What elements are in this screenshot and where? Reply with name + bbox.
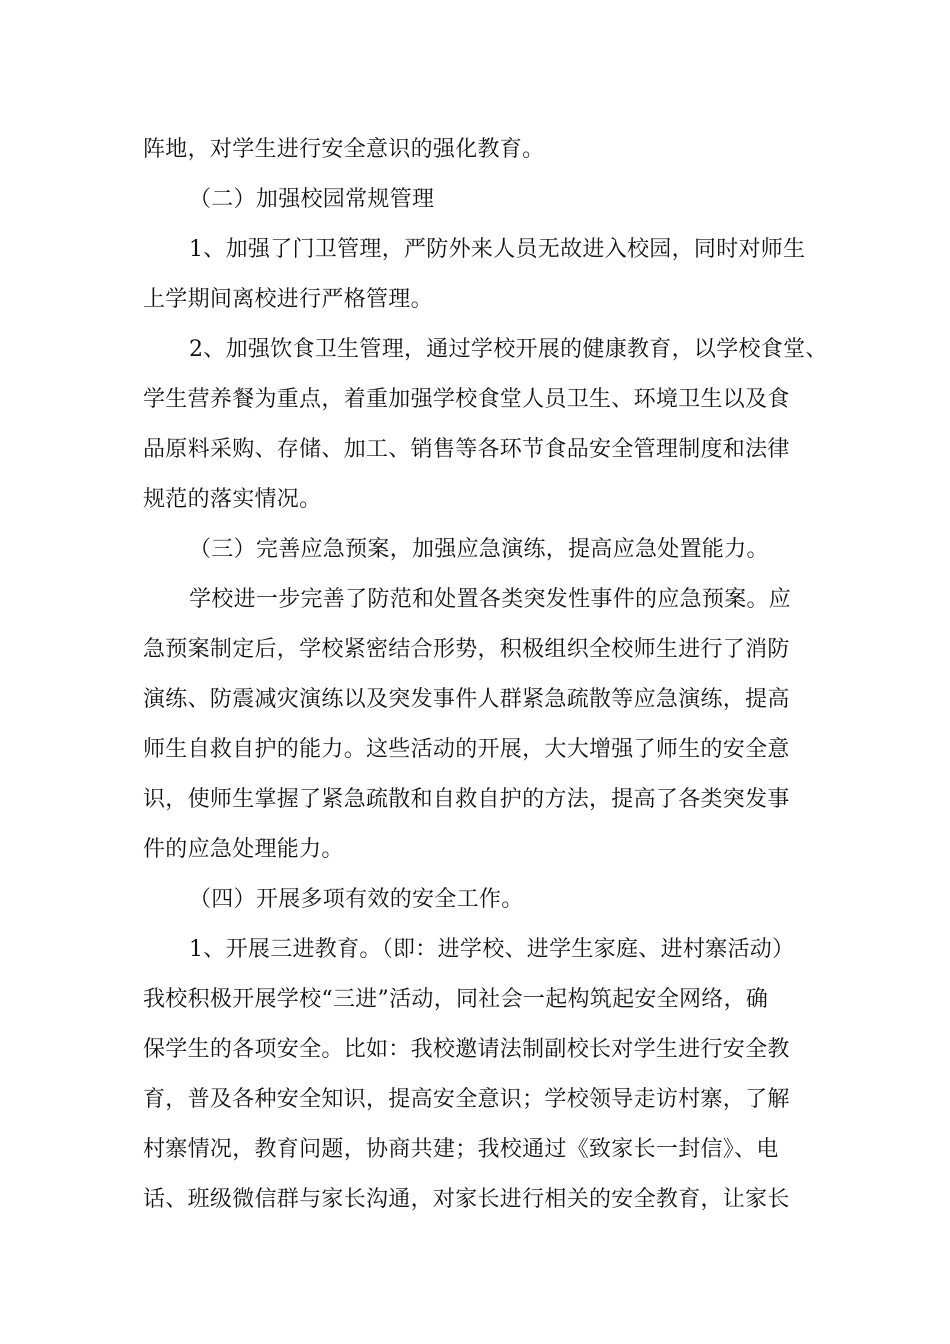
text-line: 我校积极开展学校“三进”活动，同社会一起构筑起安全网络，确 (143, 987, 769, 1012)
text-line: 1、开展三进教育。（即：进学校、进学生家庭、进村寨活动） (189, 937, 795, 962)
text-line: 演练、防震减灾演练以及突发事件人群紧急疏散等应急演练，提高 (143, 687, 790, 712)
text-line: 保学生的各项安全。比如：我校邀请法制副校长对学生进行安全教 (143, 1037, 790, 1062)
section-heading: （三）完善应急预案，加强应急演练，提高应急处置能力。 (189, 537, 769, 562)
section-heading: （二）加强校园常规管理 (189, 187, 435, 212)
text-line: 件的应急处理能力。 (143, 837, 344, 862)
text-line: 学生营养餐为重点，着重加强学校食堂人员卫生、环境卫生以及食 (143, 387, 790, 412)
text-line: 学校进一步完善了防范和处置各类突发性事件的应急预案。应 (189, 587, 792, 612)
text-line: 村寨情况，教育问题，协商共建；我校通过《致家长一封信》、电 (143, 1137, 779, 1162)
text-line: 师生自救自护的能力。这些活动的开展，大大增强了师生的安全意 (143, 737, 790, 762)
text-line: 急预案制定后，学校紧密结合形势，积极组织全校师生进行了消防 (143, 637, 790, 662)
section-heading: （四）开展多项有效的安全工作。 (189, 887, 524, 912)
text-line: 上学期间离校进行严格管理。 (143, 287, 433, 312)
text-line: 1、加强了门卫管理，严防外来人员无故进入校园，同时对师生 (189, 237, 806, 262)
text-line: 规范的落实情况。 (143, 487, 322, 512)
text-line: 2、加强饮食卫生管理，通过学校开展的健康教育，以学校食堂、 (189, 337, 828, 362)
text-line: 品原料采购、存储、加工、销售等各环节食品安全管理制度和法律 (143, 437, 790, 462)
text-line: 阵地，对学生进行安全意识的强化教育。 (143, 137, 545, 162)
text-line: 育，普及各种安全知识，提高安全意识；学校领导走访村寨，了解 (143, 1087, 790, 1112)
text-line: 识，使师生掌握了紧急疏散和自救自护的方法，提高了各类突发事 (143, 787, 790, 812)
text-line: 话、班级微信群与家长沟通，对家长进行相关的安全教育，让家长 (143, 1187, 790, 1212)
